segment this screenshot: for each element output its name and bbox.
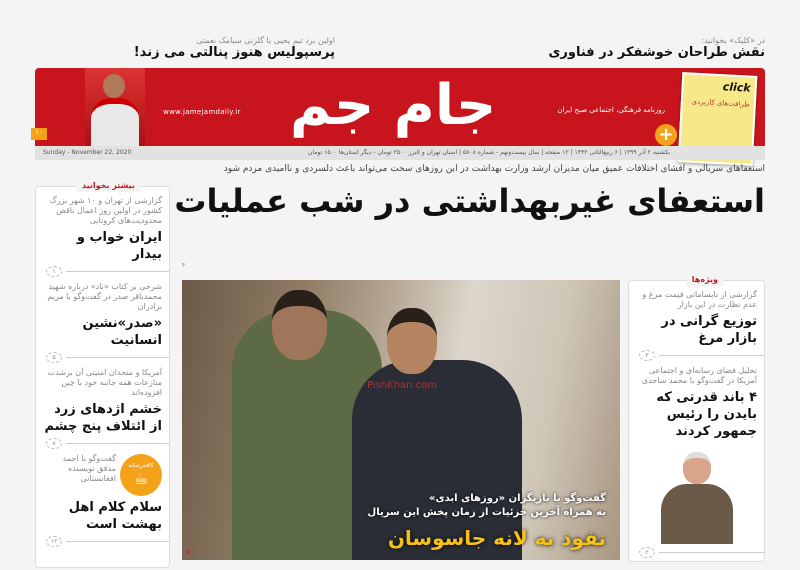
- tagline: روزنامه فرهنگی، اجتماعی صبح ایران: [557, 106, 665, 114]
- player-photo: [85, 68, 145, 146]
- teaser-kicker: اولین برد تیم یحیی با گلزنی سیامک نعمتی: [196, 36, 335, 45]
- masthead: [35, 68, 765, 146]
- main-story-head: [174, 164, 765, 223]
- photo-kicker-line: گفت‌وگو با بازیگران «روزهای ابدی»: [429, 493, 606, 504]
- teaser-title: نقش طراحان خوشفکر در فناوری: [548, 45, 765, 60]
- item-title: ۴ باند قدرتی که بایدن را رئیس جمهور کردند: [656, 390, 757, 439]
- cafe-badge-label: کافه‌رسانه: [128, 461, 154, 469]
- list-item[interactable]: [636, 366, 757, 440]
- item-kicker: تحلیل فضای رسانه‌ای و اجتماعی آمریکا در گفت‌وگو با محمد ساجدی: [641, 366, 757, 385]
- item-kicker: آمریکا و متحدان امنیتی آن برشدت منازعات همه جانبه خود با چین افزوده‌اند: [47, 368, 162, 397]
- page-number: ۵: [46, 352, 62, 363]
- dateline: [35, 146, 765, 160]
- newspaper-logo: جام جم: [290, 73, 497, 138]
- page-number: ۸: [46, 438, 62, 449]
- photo-kicker: [368, 492, 606, 520]
- page-number: ۴: [182, 262, 186, 269]
- item-kicker: شرحی بر کتاب «ناد» درباره شهید محمدباقر صدر در گفت‌وگو با مریم برادران: [47, 282, 162, 311]
- coffee-cup-icon: کافه‌رسانه ☕: [120, 454, 162, 496]
- list-item[interactable]: [43, 368, 162, 435]
- watermark: PishKhan.com: [367, 380, 438, 391]
- list-item[interactable]: [636, 290, 757, 347]
- main-headline[interactable]: استعفای غیربهداشتی در شب عملیات: [174, 182, 765, 220]
- right-column: [628, 275, 765, 562]
- plus-icon: +: [655, 124, 677, 146]
- dateline-persian: یکشنبه ۲ آذر ۱۳۹۹ | ۶ ربیع‌الثانی ۱۴۴۲ | ۱۲ صفحه | سال بیست‌ونهم - شماره ۵۸۰۸ | استان تهران و البرز ۲۵۰۰ تومان - دیگر استان‌ها ۱۵۰۰ تومان: [308, 149, 670, 156]
- top-teaser-left[interactable]: [35, 36, 335, 61]
- page-number: ۲: [639, 547, 655, 558]
- page-number: ۱: [46, 266, 62, 277]
- portrait-photo: [657, 448, 737, 544]
- page-number: ۱۲: [46, 536, 62, 547]
- list-item[interactable]: [43, 454, 162, 533]
- lead-photo[interactable]: [182, 280, 620, 560]
- supplement-logo: click: [722, 80, 751, 95]
- item-kicker: گزارشی از تهران و ۱۰ شهر بزرگ کشور در اولین روز اعمال ناقص محدودیت‌های کرونایی: [49, 196, 162, 225]
- list-item[interactable]: [43, 282, 162, 349]
- photo-page: ۱۰: [186, 548, 195, 556]
- supplement-title: ظرافت‌های کاربردی: [691, 97, 751, 109]
- photo-kicker-line: به همراه آخرین جزئیات از زمان پخش این سریال: [367, 507, 606, 518]
- photo-title: نفوذ به لانه جاسوسان: [387, 526, 606, 550]
- page-badge: ۱۰: [31, 128, 47, 140]
- main-subtitle: استعفاهای سریالی و افشای اختلافات عمیق میان مدیران ارشد وزارت بهداشت در این روزهای سخت می‌تواند باعث دلسردی و ناامیدی مردم شود: [223, 164, 765, 174]
- page-number: ۳: [639, 350, 655, 361]
- section-label: ویژه‌ها: [686, 274, 724, 286]
- item-kicker: گفت‌وگو با احمد مدقق نویسنده افغانستانی: [62, 454, 116, 483]
- item-title: سلام کلام اهل بهشت است: [68, 500, 162, 532]
- teaser-kicker: در «کلیک» بخوانید:: [701, 36, 765, 45]
- section-label: بیشتر بخوانید: [76, 180, 141, 192]
- teaser-title: پرسپولیس هنوز پنالتی می زند!: [133, 45, 335, 60]
- left-column: [35, 181, 170, 568]
- item-title: خشم اژدهای زرد از ائتلاف پنج چشم: [44, 402, 162, 434]
- dateline-english: Sunday - November 22, 2020: [43, 149, 132, 156]
- item-title: توزیع گرانی در بازار مرغ: [661, 314, 757, 346]
- item-kicker: گزارشی از نابسامانی قیمت مرغ و عدم نظارت در این بازار: [642, 290, 757, 309]
- website[interactable]: www.jamejamdaily.ir: [163, 108, 241, 116]
- item-title: «صدر»نشین انسانیت: [82, 316, 162, 348]
- item-title: ایران خواب و بیدار: [76, 230, 162, 262]
- list-item[interactable]: [43, 196, 162, 263]
- top-teaser-right[interactable]: [549, 36, 766, 61]
